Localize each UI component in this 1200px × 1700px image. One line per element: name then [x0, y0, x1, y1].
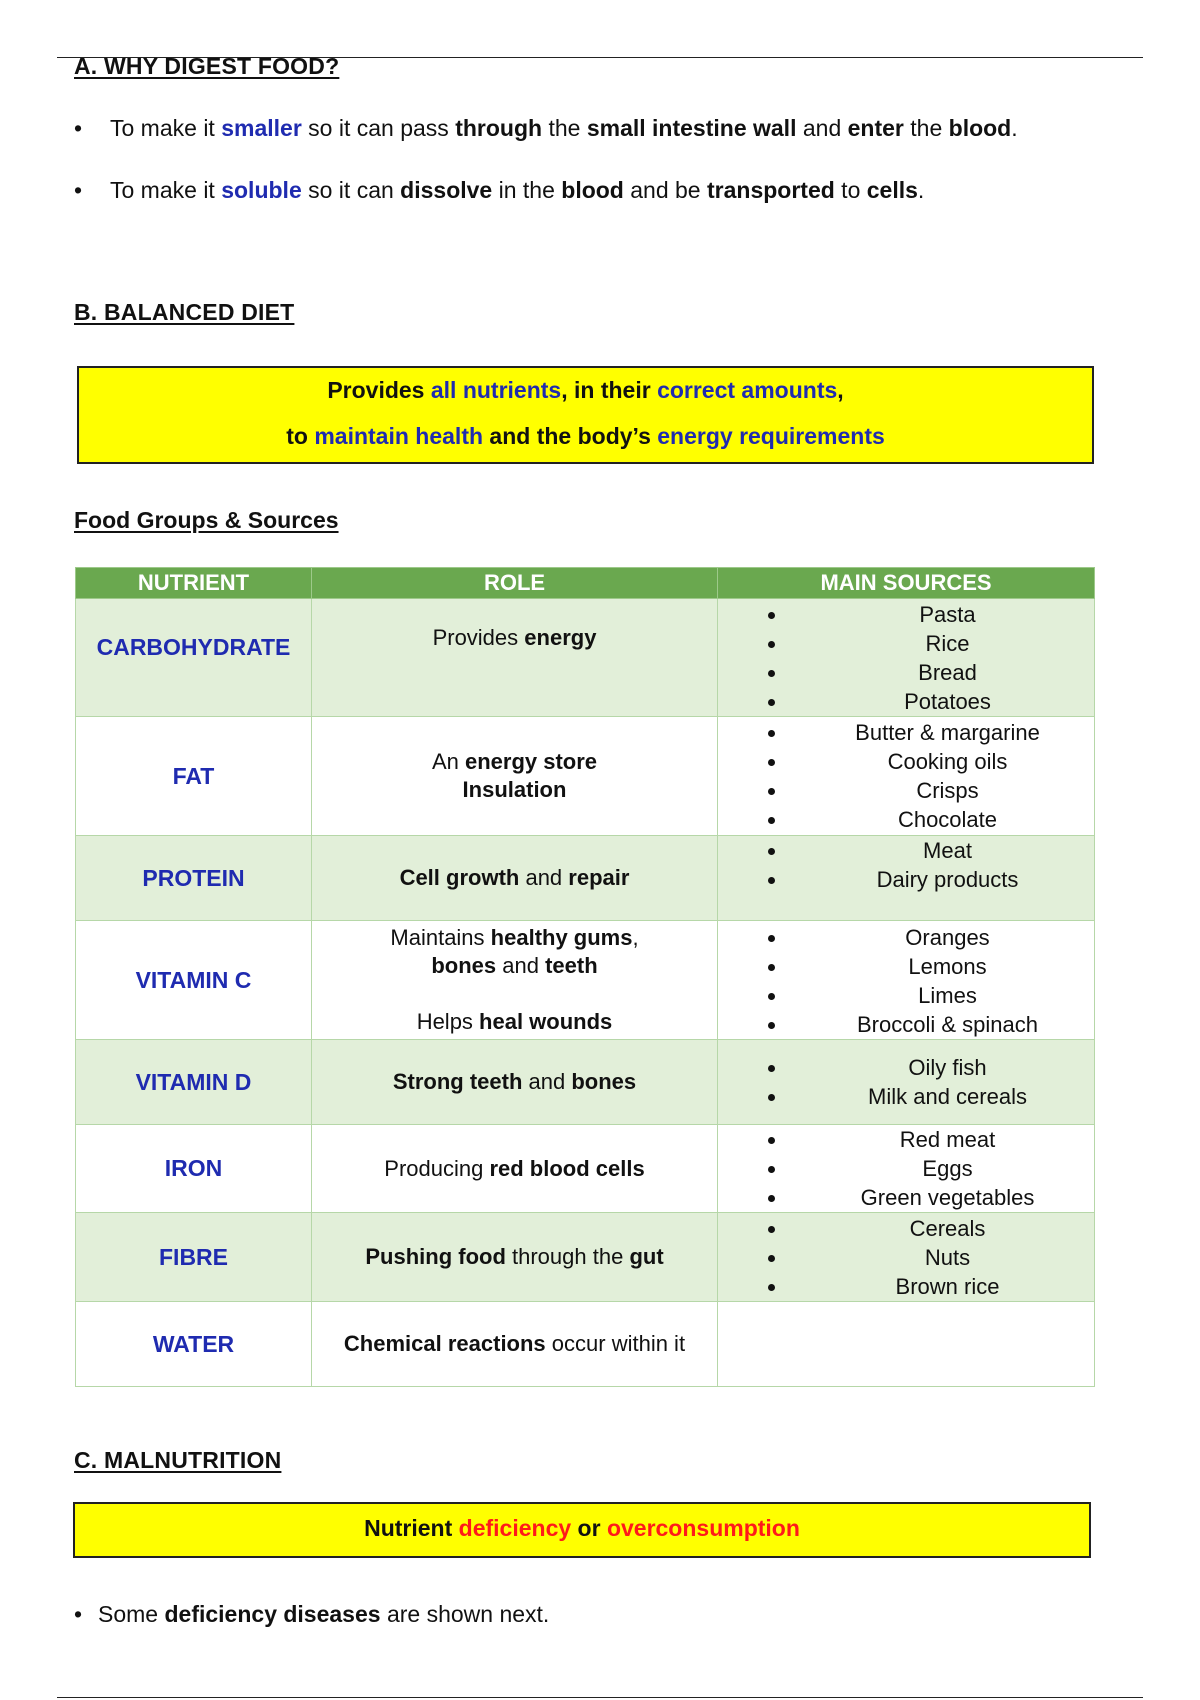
source-item: Brown rice [718, 1272, 1094, 1301]
food-groups-table [75, 567, 1095, 1387]
source-item: Dairy products [718, 865, 1094, 894]
table-header: ROLE [312, 568, 718, 599]
source-item: Oranges [718, 923, 1094, 952]
source-item: Cooking oils [718, 747, 1094, 776]
role-cell [312, 1213, 718, 1302]
table-row [76, 717, 1095, 836]
sources-cell [718, 1125, 1095, 1213]
definition-line-2: to maintain health and the body’s energy requirements [286, 423, 885, 449]
nutrient-cell: VITAMIN D [76, 1040, 312, 1125]
source-item: Green vegetables [718, 1183, 1094, 1212]
source-item: Crisps [718, 776, 1094, 805]
source-item: Eggs [718, 1154, 1094, 1183]
role-cell [312, 1302, 718, 1387]
source-item: Cereals [718, 1214, 1094, 1243]
section-a-heading: A. WHY DIGEST FOOD? [74, 53, 340, 79]
role-line: Pushing food through the gut [365, 1244, 664, 1269]
role-line: bones and teeth [431, 953, 598, 978]
role-line: An energy store [431, 749, 598, 774]
source-item: Milk and cereals [718, 1082, 1094, 1111]
role-line: Insulation [462, 777, 567, 802]
bullet-icon: • [74, 1601, 83, 1627]
section-b-heading: B. BALANCED DIET [74, 299, 295, 325]
source-item: Oily fish [718, 1053, 1094, 1082]
role-cell [312, 1125, 718, 1213]
source-item: Nuts [718, 1243, 1094, 1272]
role-line: Provides energy [432, 624, 597, 650]
balanced-diet-definition [77, 366, 1094, 464]
role-cell [312, 1040, 718, 1125]
role-line: Maintains healthy gums, [390, 925, 639, 950]
definition-line-1: Provides all nutrients, in their correct amounts, [327, 377, 844, 403]
sources-cell [718, 717, 1095, 836]
table-row [76, 1125, 1095, 1213]
role-line: Cell growth and repair [399, 865, 630, 890]
nutrient-cell: PROTEIN [76, 836, 312, 921]
nutrient-cell: CARBOHYDRATE [76, 599, 312, 717]
source-item: Meat [718, 836, 1094, 865]
nutrient-cell: WATER [76, 1302, 312, 1387]
table-row [76, 1213, 1095, 1302]
sources-cell [718, 1040, 1095, 1125]
table-row [76, 1040, 1095, 1125]
source-item: Broccoli & spinach [718, 1010, 1094, 1039]
table-header: NUTRIENT [76, 568, 312, 599]
role-line: Chemical reactions occur within it [343, 1331, 686, 1356]
sources-cell [718, 599, 1095, 717]
role-cell [312, 599, 718, 717]
source-item: Chocolate [718, 805, 1094, 834]
role-line: Strong teeth and bones [392, 1069, 637, 1094]
source-item: Pasta [718, 600, 1094, 629]
table-row [76, 599, 1095, 717]
sources-cell [718, 836, 1095, 921]
source-item: Butter & margarine [718, 718, 1094, 747]
nutrient-cell: IRON [76, 1125, 312, 1213]
source-item: Potatoes [718, 687, 1094, 716]
table-row [76, 921, 1095, 1040]
table-header: MAIN SOURCES [718, 568, 1095, 599]
food-groups-subheading: Food Groups & Sources [74, 507, 339, 533]
source-item: Limes [718, 981, 1094, 1010]
section-c-heading: C. MALNUTRITION [74, 1447, 282, 1473]
source-item: Rice [718, 629, 1094, 658]
role-line: Producing red blood cells [384, 1155, 645, 1181]
bullet-icon: • [74, 115, 83, 141]
nutrient-cell: VITAMIN C [76, 921, 312, 1040]
nutrient-cell: FAT [76, 717, 312, 836]
role-cell [312, 836, 718, 921]
sources-cell [718, 921, 1095, 1040]
table-row [76, 836, 1095, 921]
sources-cell [718, 1213, 1095, 1302]
role-line: Helps heal wounds [416, 1009, 613, 1034]
nutrient-cell: FIBRE [76, 1213, 312, 1302]
bottom-rule [57, 1697, 1143, 1698]
source-item: Lemons [718, 952, 1094, 981]
malnutrition-definition: Nutrient deficiency or overconsumption [73, 1502, 1091, 1558]
source-item: Red meat [718, 1125, 1094, 1154]
table-row [76, 1302, 1095, 1387]
role-cell [312, 921, 718, 1040]
sources-cell [718, 1302, 1095, 1387]
role-line [312, 980, 717, 1008]
source-item: Bread [718, 658, 1094, 687]
bullet-icon: • [74, 177, 83, 203]
role-cell [312, 717, 718, 836]
